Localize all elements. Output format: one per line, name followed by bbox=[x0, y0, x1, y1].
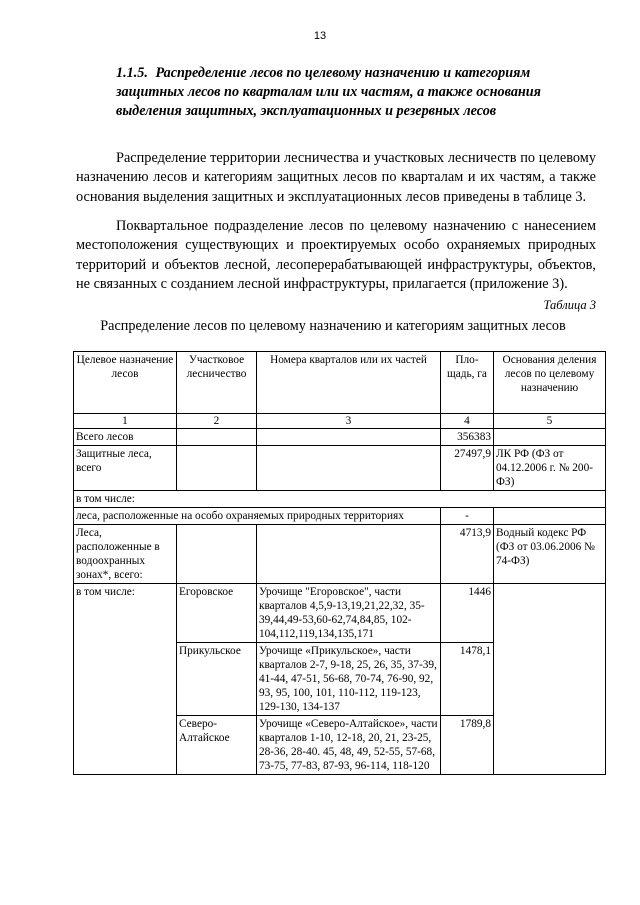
row-area: 27497,9 bbox=[441, 446, 494, 491]
table-row bbox=[74, 584, 606, 643]
table-row bbox=[74, 491, 606, 508]
row-area: 1789,8 bbox=[441, 716, 494, 775]
paragraph-2 bbox=[76, 217, 596, 294]
forest-distribution-table bbox=[73, 351, 606, 775]
row-label: Леса, расположенные в водоохранных зонах*, всего: bbox=[74, 525, 177, 584]
col-number: 5 bbox=[494, 414, 606, 429]
paragraph-1 bbox=[76, 149, 596, 207]
row-area: 356383 bbox=[441, 429, 494, 446]
table-row bbox=[74, 429, 606, 446]
table-row bbox=[74, 508, 606, 525]
row-district: Прикульское bbox=[177, 643, 257, 716]
row-label: в том числе: bbox=[74, 491, 606, 508]
paragraph-1-text: Распределение территории лесничества и участковых лесничеств по целевому назначению лесов и категориям защитных лесов по кварталам и их частям, а также основания выделения защитных и эксплуатационных лесов приведены в таблице 3. bbox=[76, 150, 596, 205]
row-label: леса, расположенные на особо охраняемых природных территориях bbox=[74, 508, 441, 525]
table-column-numbers bbox=[74, 414, 606, 429]
row-basis: Водный кодекс РФ (ФЗ от 03.06.2006 № 74-ФЗ) bbox=[494, 525, 606, 584]
col-number: 1 bbox=[74, 414, 177, 429]
row-area: 1478,1 bbox=[441, 643, 494, 716]
row-area: - bbox=[441, 508, 494, 525]
section-number: 1.1.5. bbox=[116, 65, 148, 81]
table-caption: Таблица 3 bbox=[543, 298, 596, 312]
header-district: Участковое лесничество bbox=[177, 352, 257, 414]
row-area: 1446 bbox=[441, 584, 494, 643]
row-district: Егоровское bbox=[177, 584, 257, 643]
col-number: 4 bbox=[441, 414, 494, 429]
table-row bbox=[74, 525, 606, 584]
row-area: 4713,9 bbox=[441, 525, 494, 584]
row-label: в том числе: bbox=[74, 584, 177, 775]
col-number: 2 bbox=[177, 414, 257, 429]
header-purpose: Целевое назначение лесов bbox=[74, 352, 177, 414]
row-label: Защитные леса, всего bbox=[74, 446, 177, 491]
header-area: Пло-щадь, га bbox=[441, 352, 494, 414]
header-basis: Основания деления лесов по целевому назначению bbox=[494, 352, 606, 414]
row-label: Всего лесов bbox=[74, 429, 177, 446]
section-heading bbox=[116, 64, 592, 121]
col-number: 3 bbox=[257, 414, 441, 429]
table-title: Распределение лесов по целевому назначению и категориям защитных лесов bbox=[100, 318, 566, 334]
page-number: 13 bbox=[313, 30, 327, 42]
paragraph-2-text: Поквартальное подразделение лесов по целевому назначению с нанесением местоположения существующих и проектируемых особо охраняемых природных территорий и объектов лесной, лесоперерабатывающей инфраструктуры, объектов, не связанных с созданием лесной инфраструктуры, прилагается (приложение 3). bbox=[76, 218, 596, 292]
row-quarters: Урочище «Северо-Алтайское», части кварталов 1-10, 12-18, 20, 21, 23-25, 28-36, 28-40. 45, 48, 49, 52-55, 57-68, 73-75, 77-83, 87-93, 96-114, 118-120 bbox=[257, 716, 441, 775]
row-quarters: Урочище «Прикульское», части кварталов 2-7, 9-18, 25, 26, 35, 37-39, 41-44, 47-51, 56-68, 70-74, 76-90, 92, 93, 95, 100, 101, 110-112, 119-123, 129-130, 134-137 bbox=[257, 643, 441, 716]
row-quarters: Урочище "Егоровское", части кварталов 4,5,9-13,19,21,22,32, 35-39,44,49-53,60-62,74,84,85, 102-104,112,119,134,135,171 bbox=[257, 584, 441, 643]
header-quarters: Номера кварталов или их частей bbox=[257, 352, 441, 414]
section-title: Распределение лесов по целевому назначению и категориям защитных лесов по кварталам или их частям, а также основания выделения защитных, эксплуатационных и резервных лесов bbox=[116, 65, 541, 119]
table-row bbox=[74, 446, 606, 491]
row-basis: ЛК РФ (ФЗ от 04.12.2006 г. № 200-ФЗ) bbox=[494, 446, 606, 491]
table-header-row bbox=[74, 352, 606, 414]
row-district: Северо-Алтайское bbox=[177, 716, 257, 775]
